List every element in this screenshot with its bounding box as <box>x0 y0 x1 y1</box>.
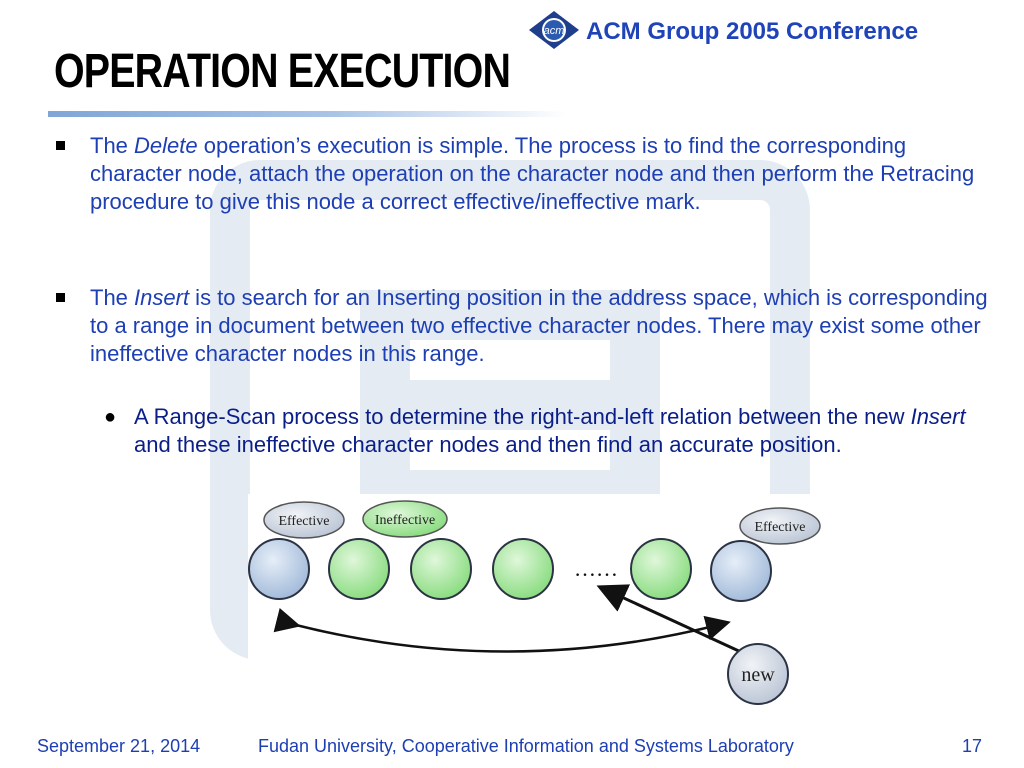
bullet-prefix: The <box>90 133 135 158</box>
footer-page-number: 17 <box>962 736 983 756</box>
effective-label-right-text: Effective <box>754 520 806 535</box>
footer-lab: Fudan University, Cooperative Information and Systems Laboratory <box>258 736 794 756</box>
acm-logo-text: acm <box>543 25 565 37</box>
sub-bullet-emphasis: Insert <box>910 404 966 429</box>
bullet-prefix: The <box>90 285 135 310</box>
bullet-text: is to search for an Inserting position in the address space, which is corresponding to a range in document between two effective character nodes. There may exist some other ineffective character nodes in this range. <box>90 285 988 366</box>
new-node <box>728 644 788 704</box>
ineffective-node-4 <box>631 539 691 599</box>
ineffective-label <box>363 501 447 537</box>
new-node-text: new <box>741 664 775 686</box>
bullet-delete <box>90 132 990 216</box>
range-arc <box>296 623 726 652</box>
ineffective-label-text: Ineffective <box>374 513 436 528</box>
insert-range-diagram <box>248 494 828 716</box>
sub-bullet-range-scan <box>104 403 994 459</box>
effective-node-right <box>711 541 771 601</box>
effective-label-left-text: Effective <box>278 514 330 529</box>
ineffective-node-2 <box>411 539 471 599</box>
effective-label-right <box>740 508 820 544</box>
ineffective-node-1 <box>329 539 389 599</box>
bullet-text: operation’s execution is simple. The process is to find the corresponding character node, attach the operation on the character node and then perform the Retracing procedure to give this node a correct effective/ineffective mark. <box>90 133 975 214</box>
ellipsis-text: …… <box>574 556 618 581</box>
square-bullet-icon <box>56 293 65 302</box>
square-bullet-icon <box>56 141 65 150</box>
effective-label-left <box>264 502 344 538</box>
page-title: OPERATION EXECUTION <box>54 45 511 98</box>
bullet-insert <box>90 284 990 368</box>
bullet-emphasis: Insert <box>134 285 190 310</box>
footer-date: September 21, 2014 <box>37 736 201 756</box>
bullet-emphasis: Delete <box>134 133 198 158</box>
sub-bullet-prefix: A Range-Scan process to determine the right-and-left relation between the new <box>134 404 911 429</box>
effective-node-left <box>249 539 309 599</box>
conference-name: ACM Group 2005 Conference <box>586 18 919 45</box>
round-bullet-icon: ● <box>104 406 117 428</box>
ineffective-node-3 <box>493 539 553 599</box>
title-underline <box>48 111 568 117</box>
sub-bullet-text: and these ineffective character nodes and then find an accurate position. <box>134 432 842 457</box>
acm-logo-icon <box>528 10 580 50</box>
header-brand <box>528 8 1008 52</box>
